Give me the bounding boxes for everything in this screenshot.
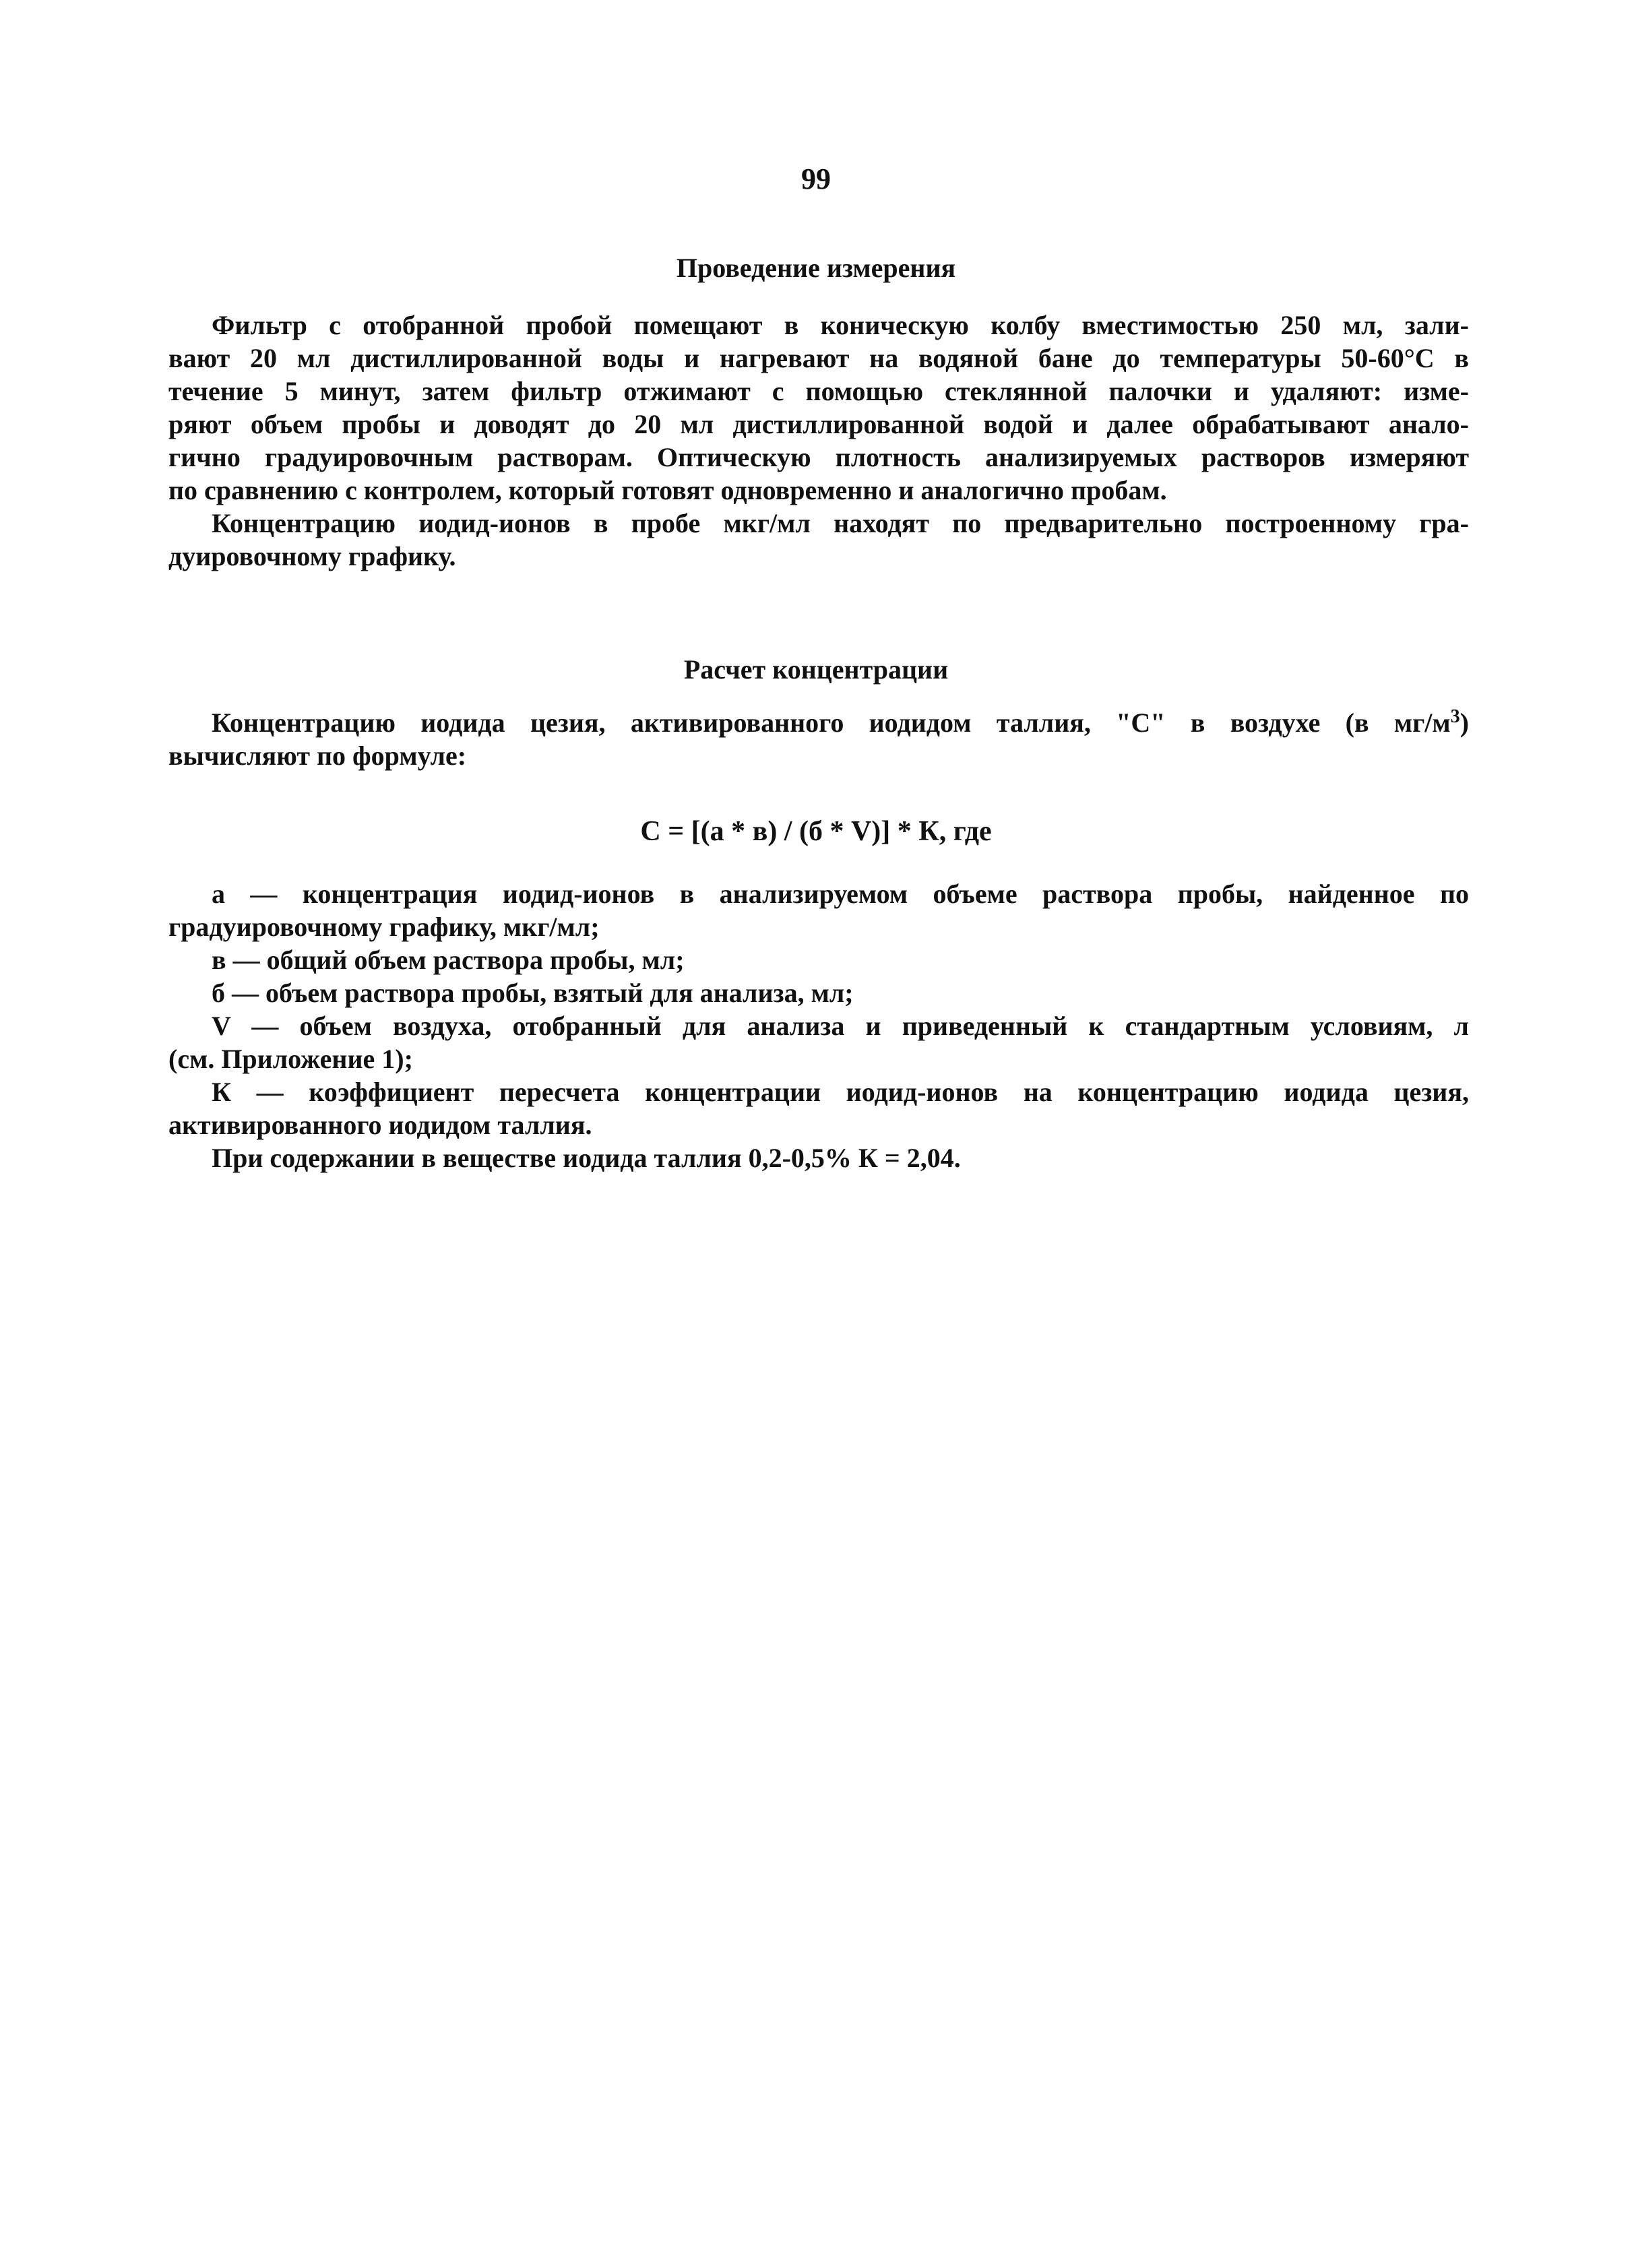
concentration-formula: С = [(а * в) / (б * V)] * К, где [640,816,992,847]
text-line: Концентрацию иодид-ионов в пробе мкг/мл находят по предварительно построенному гра- [212,508,1469,538]
text-line: вают 20 мл дистиллированной воды и нагревают на водяной бане до температуры 50-60°С в [168,343,1469,373]
section-heading-calculation: Расчет концентрации [683,654,949,685]
text-line: ряют объем пробы и доводят до 20 мл дистиллированной водой и далее обрабатывают анало- [168,409,1469,439]
text-line: дуировочному графику. [168,541,456,571]
text-line: гично градуировочным растворам. Оптическую плотность анализируемых растворов измеряют [168,442,1469,472]
formula-definitions [168,877,1469,1174]
definition-line: б — объем раствора пробы, взятый для анализа, мл; [212,978,854,1008]
text-line: Фильтр с отобранной пробой помещают в коническую колбу вместимостью 250 мл, зали- [212,310,1469,340]
text-line: течение 5 минут, затем фильтр отжимают с помощью стеклянной палочки и удаляют: изме- [168,376,1469,406]
definition-line: активированного иодидом таллия. [168,1110,592,1140]
definition-line: К — коэффициент пересчета концентрации иодид-ионов на концентрацию иодида цезия, [212,1077,1469,1107]
page-number: 99 [801,162,831,195]
intro-text: Концентрацию иодида цезия, активированного иодидом таллия, "С" в воздухе (в мг/м [212,707,1451,738]
definition-line: а — концентрация иодид-ионов в анализируемом объеме раствора пробы, найденное по [212,879,1469,909]
definition-line: При содержании в веществе иодида таллия 0,2-0,5% К = 2,04. [212,1143,961,1173]
definition-line: градуировочному графику, мкг/мл; [168,912,600,942]
section-heading-measurement: Проведение измерения [676,253,956,283]
intro-close-paren: ) [1460,707,1469,738]
superscript-three: 3 [1450,706,1460,727]
text-line: вычисляют по формуле: [168,741,467,771]
intro-line [168,706,1469,739]
definition-line: V — объем воздуха, отобранный для анализа и приведенный к стандартным условиям, л [212,1011,1469,1041]
definition-line: в — общий объем раствора пробы, мл; [212,945,685,975]
measurement-paragraphs [168,309,1469,573]
calculation-intro [168,706,1469,772]
definition-line: (см. Приложение 1); [168,1044,413,1074]
text-line: по сравнению с контролем, который готовят одновременно и аналогично пробам. [168,475,1167,505]
